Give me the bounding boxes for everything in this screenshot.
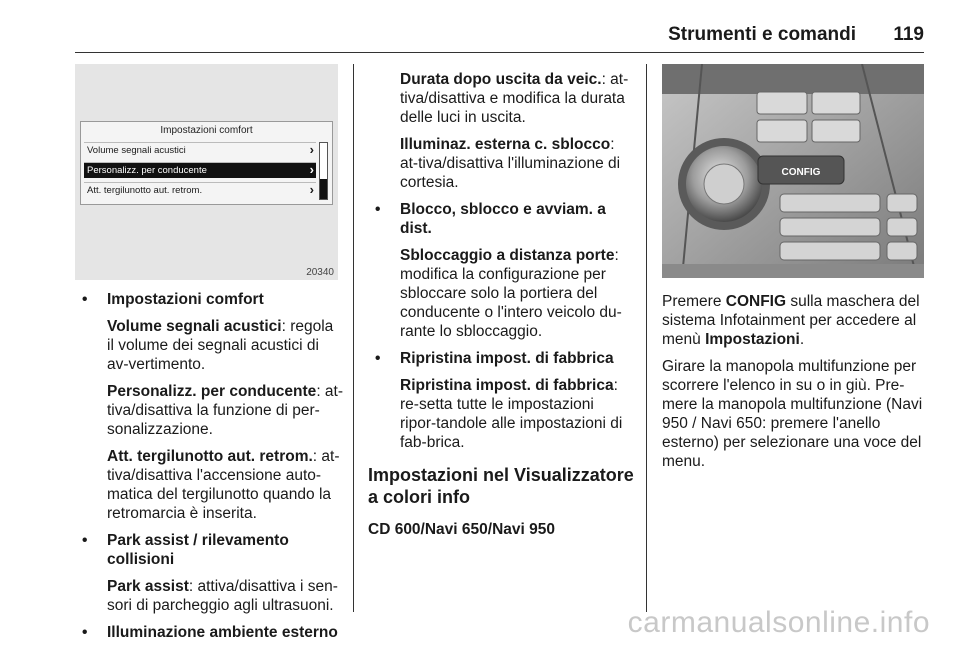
paragraph [75, 382, 343, 439]
term: Durata dopo uscita da veic. [400, 71, 602, 88]
sub-heading: CD 600/Navi 650/Navi 950 [368, 521, 555, 538]
column-2 [368, 70, 634, 547]
term: Illuminaz. esterna c. sblocco [400, 136, 611, 153]
term: Att. tergilunotto aut. retrom. [107, 448, 313, 465]
bullet-label: Ripristina impost. di fabbrica [400, 350, 614, 367]
term: Volume segnali acustici [107, 318, 282, 335]
comfort-settings-figure [75, 64, 338, 280]
bullet-remote-lock [368, 200, 634, 238]
section-heading: Impostazioni nel Visualizzatore a colori info [368, 465, 634, 507]
column-3 [662, 292, 930, 479]
bullet-label: Impostazioni comfort [107, 291, 264, 308]
paragraph [368, 376, 634, 452]
screen-scrollbar [319, 142, 328, 200]
page-number: 119 [893, 24, 924, 45]
description: : at-tiva/disattiva l'illuminazione di cortesia. [400, 136, 621, 191]
column-divider-1 [353, 64, 354, 612]
bullet-label: Blocco, sblocco e avviam. a dist. [400, 201, 606, 237]
paragraph: Girare la manopola multifunzione per scorrere l'elenco in su o in giù. Pre-mere la manopola multifunzione (Navi 950 / Navi 650: premere l'anello esterno) per selezionare una voce del menu. [662, 358, 923, 470]
watermark: carmanualsonline.info [627, 606, 930, 639]
text: Premere [662, 293, 726, 310]
description: : at-tiva/disattiva l'accensione auto-matica del tergilunotto quando la retromarcia è inserita. [107, 448, 340, 522]
description: : attiva/disattiva i sen-sori di parcheggio agli ultrasuoni. [107, 578, 338, 614]
screen-row-label: Personalizz. per conducente [87, 165, 207, 176]
bullet-exterior-lighting [75, 623, 343, 642]
bullet-icon: • [375, 201, 381, 218]
bullet-label: Park assist / rilevamento collisioni [107, 532, 289, 568]
description: : re-setta tutte le impostazioni ripor-tandole alle impostazioni di fab-brica. [400, 377, 623, 451]
bullet-icon: • [82, 624, 88, 641]
bullet-label: Illuminazione ambiente esterno [107, 624, 338, 641]
term: Sbloccaggio a distanza porte [400, 247, 615, 264]
bullet-icon: • [375, 350, 381, 367]
text: . [799, 331, 805, 348]
description: : modifica la configurazione per sbloccare solo la portiera del conducente o l'intero veicolo du-rante lo sbloccaggio. [400, 247, 622, 340]
bullet-icon: • [82, 532, 88, 549]
paragraph [75, 317, 343, 374]
screen-row-wiper [84, 182, 316, 198]
screen-title: Impostazioni comfort [160, 125, 253, 136]
bullet-icon: • [82, 291, 88, 308]
paragraph [368, 246, 634, 341]
term: Park assist [107, 578, 189, 595]
screen-row-label: Volume segnali acustici [87, 145, 186, 156]
figure-id: 20340 [306, 267, 334, 278]
header-rule [75, 52, 924, 53]
term: Impostazioni [705, 331, 800, 348]
text: sulla maschera del sistema Infotainment per accedere al menù [662, 293, 920, 348]
display-screen [80, 121, 333, 205]
column-divider-2 [646, 64, 647, 612]
column-1 [75, 290, 343, 650]
chevron-right-icon: › [309, 182, 314, 197]
infotainment-panel-figure [662, 64, 924, 278]
description: : regola il volume dei segnali acustici di av-vertimento. [107, 318, 334, 373]
paragraph [662, 292, 930, 349]
description: : at-tiva/disattiva la funzione di per-sonalizzazione. [107, 383, 344, 438]
header-title: Strumenti e comandi [668, 24, 856, 45]
paragraph [75, 447, 343, 523]
paragraph [75, 577, 343, 615]
page-header [0, 0, 960, 56]
chevron-right-icon: › [309, 162, 314, 177]
bullet-park-assist [75, 531, 343, 569]
panel-illustration [662, 64, 924, 278]
config-button-label: CONFIG [781, 167, 821, 178]
paragraph [368, 70, 634, 127]
term: CONFIG [725, 293, 787, 310]
screen-row-personalization [84, 162, 316, 178]
screen-row-label: Att. tergilunotto aut. retrom. [87, 185, 203, 196]
screen-row-volume [84, 142, 316, 158]
term: Ripristina impost. di fabbrica [400, 377, 614, 394]
chevron-right-icon: › [309, 142, 314, 157]
paragraph [368, 135, 634, 192]
screen-scroll-thumb [320, 179, 327, 199]
term: Personalizz. per conducente [107, 383, 317, 400]
description: : at-tiva/disattiva e modifica la durata delle luci in uscita. [400, 71, 629, 126]
bullet-factory-reset [368, 349, 634, 368]
bullet-comfort [75, 290, 343, 309]
